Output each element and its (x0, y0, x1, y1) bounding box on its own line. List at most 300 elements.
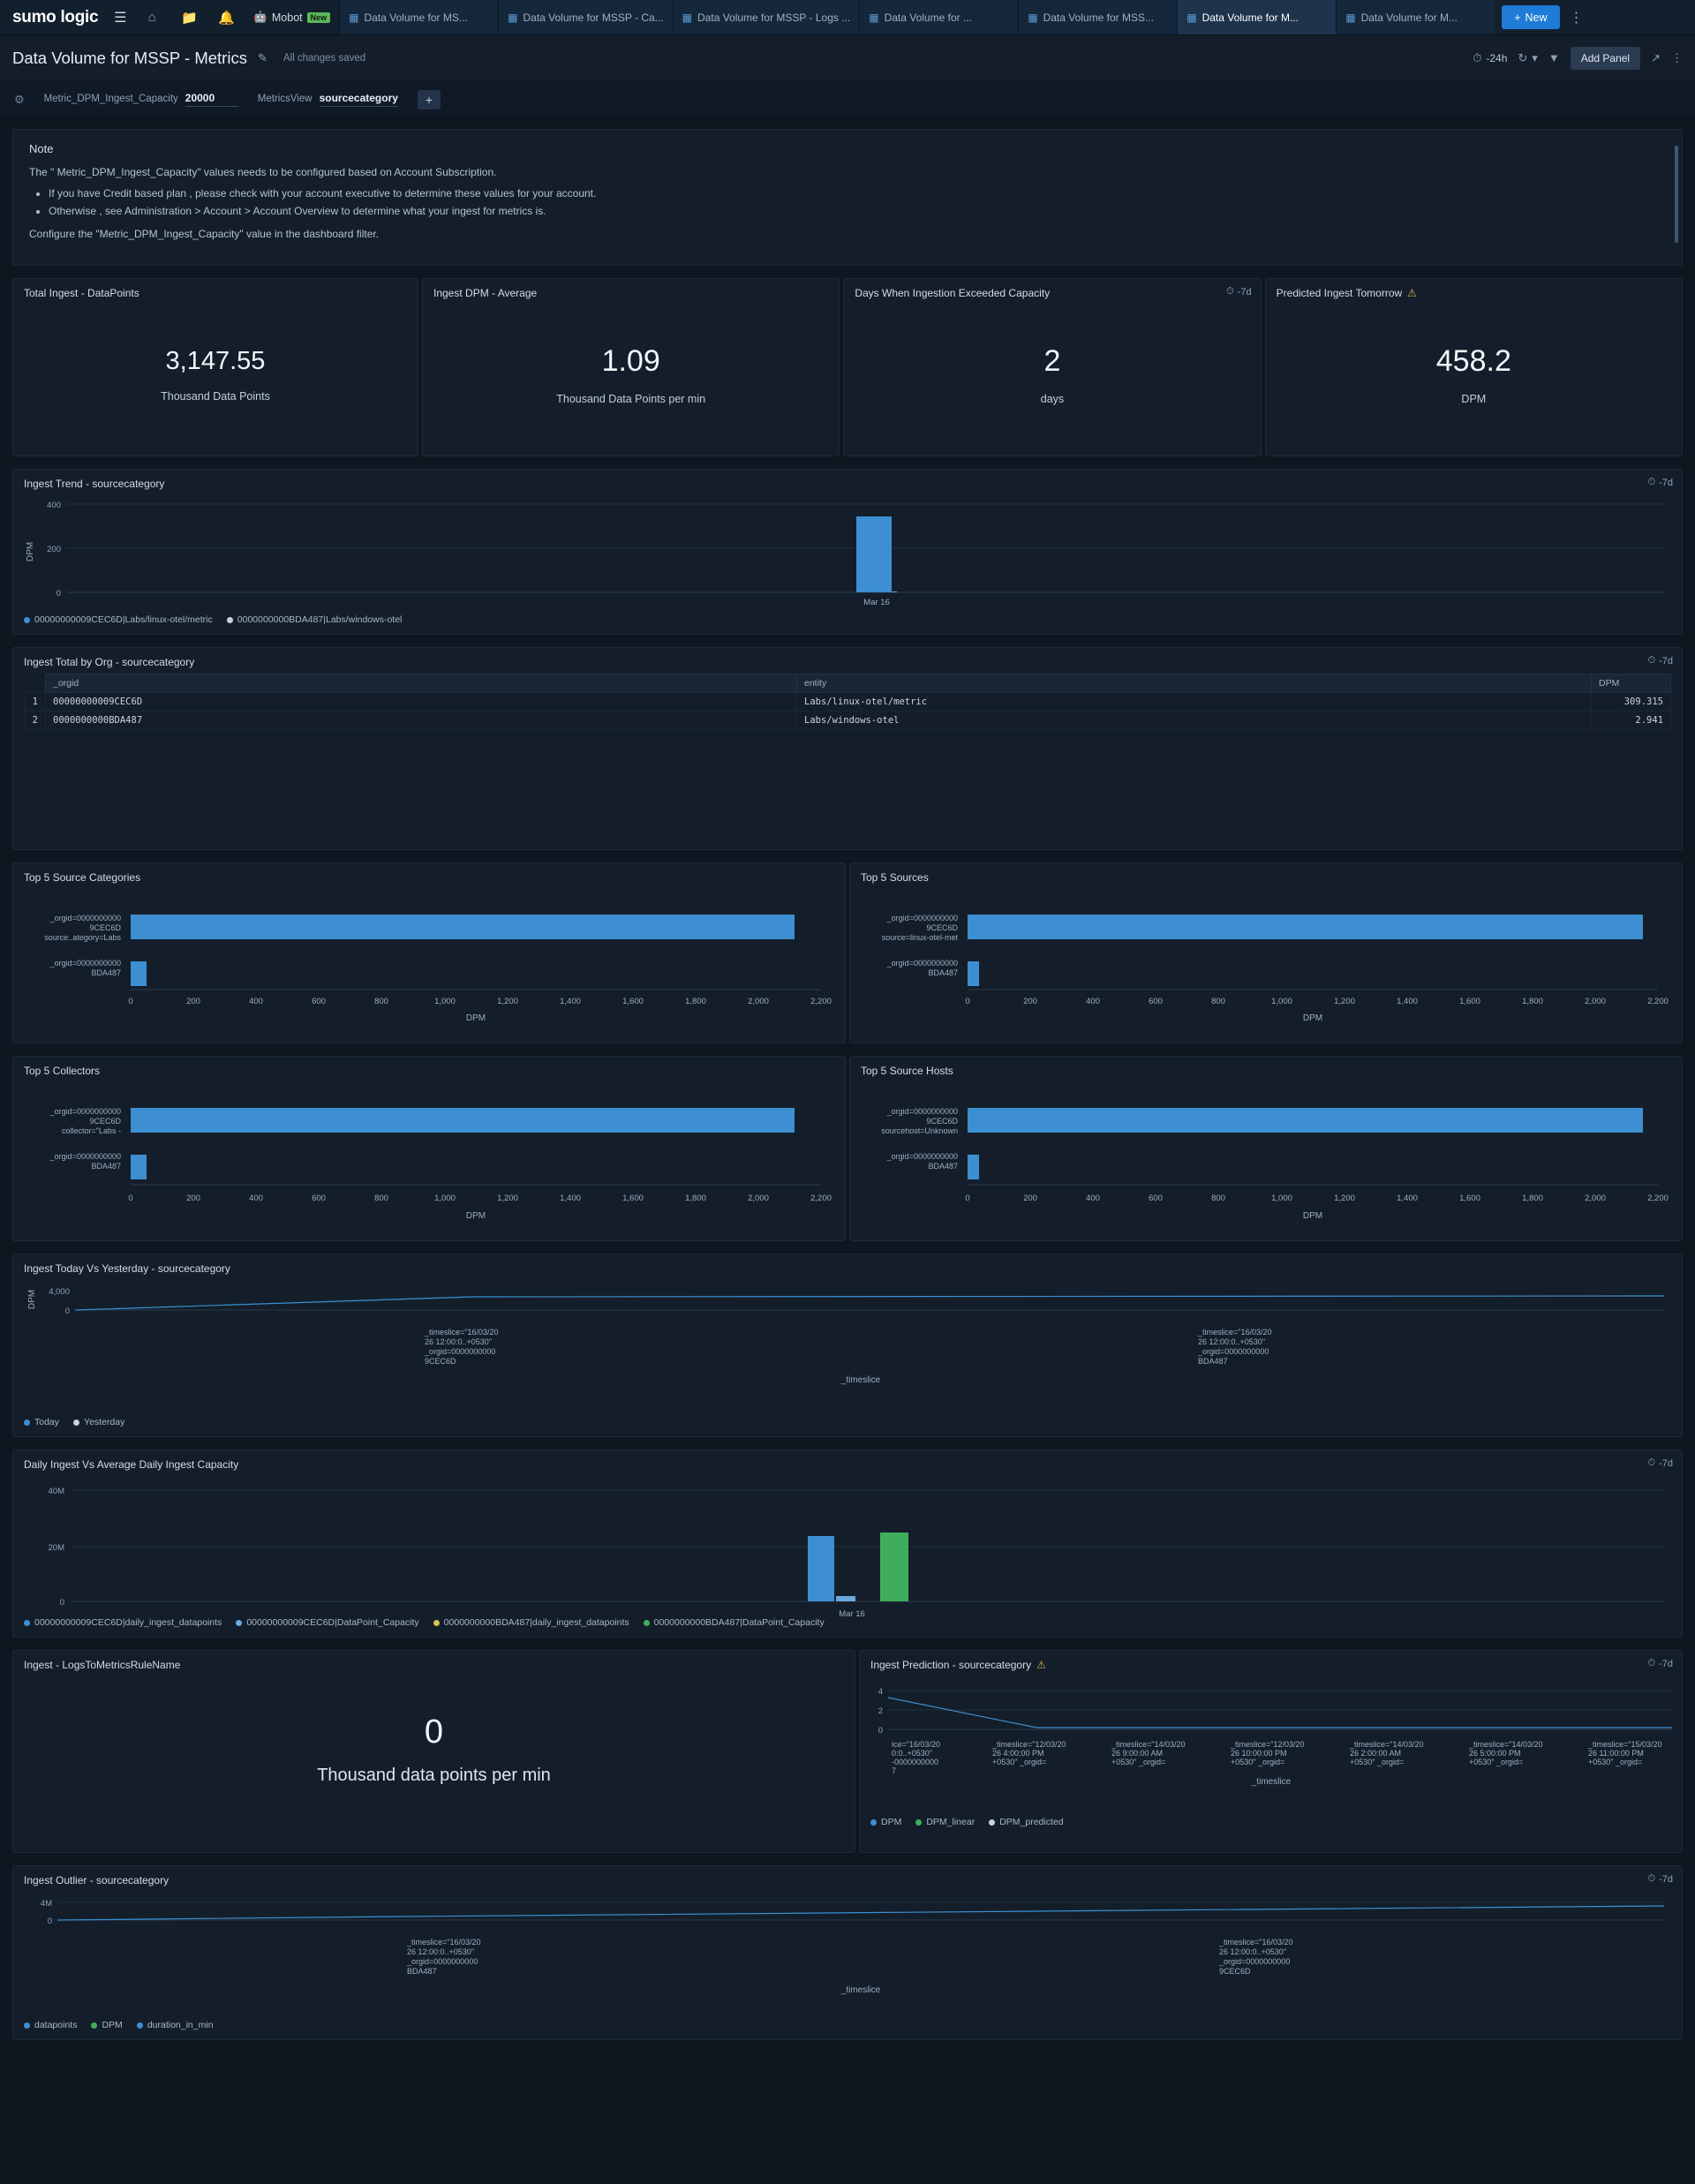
panel-time-range: -7d (1659, 655, 1673, 666)
clock-icon: ⏱ (1473, 50, 1482, 64)
note-heading: Note (29, 142, 54, 155)
filter-value[interactable]: 20000 (185, 92, 238, 107)
svg-text:0: 0 (965, 997, 970, 1006)
bell-icon[interactable]: 🔔 (217, 10, 235, 26)
svg-text:400: 400 (249, 997, 263, 1006)
svg-text:_timeslice="14/03/20: _timeslice="14/03/20 (1111, 1740, 1186, 1749)
legend-item[interactable] (24, 614, 213, 625)
panel-title: Ingest Trend - sourcecategory (24, 478, 165, 490)
tab-label: Data Volume for MSSP - Logs ... (697, 11, 851, 24)
svg-text:7: 7 (892, 1766, 897, 1775)
legend-item[interactable] (915, 1817, 975, 1827)
add-filter-button[interactable]: + (418, 90, 441, 109)
svg-text:26 12:00:0..+0530": 26 12:00:0..+0530" (1219, 1947, 1287, 1956)
browser-tab-6-active[interactable] (1177, 0, 1336, 34)
panel-title: Top 5 Collectors (24, 1065, 101, 1077)
svg-text:400: 400 (1086, 997, 1100, 1006)
filter-button[interactable] (1548, 51, 1560, 64)
svg-text:BDA487: BDA487 (91, 1162, 121, 1171)
svg-text:_orgid=0000000000: _orgid=0000000000 (886, 1152, 958, 1161)
svg-text:800: 800 (374, 997, 388, 1006)
svg-text:200: 200 (47, 545, 61, 554)
svg-text:_orgid=0000000000: _orgid=0000000000 (886, 914, 958, 923)
panel-ingest-logs-to-metrics-rulename (12, 1650, 855, 1853)
svg-text:_orgid=0000000000: _orgid=0000000000 (49, 1107, 121, 1116)
panel-meta (1648, 1658, 1674, 1669)
robot-icon: 🤖 (253, 11, 267, 23)
ingest-trend-chart (13, 490, 1682, 609)
svg-text:2,000: 2,000 (748, 1194, 769, 1203)
refresh-button[interactable] (1518, 51, 1537, 65)
svg-text:400: 400 (1086, 1194, 1100, 1203)
mobot-button[interactable] (245, 0, 339, 34)
svg-text:0: 0 (47, 1917, 52, 1926)
share-icon: ↗ (1651, 50, 1661, 64)
filter-metricsview[interactable] (258, 92, 398, 107)
table-header-row (25, 674, 1671, 693)
share-button[interactable] (1651, 51, 1661, 65)
warning-icon: ⚠ (1407, 287, 1417, 299)
today-vs-yesterday-chart (13, 1275, 1673, 1407)
svg-text:26 11:00:00 PM: 26 11:00:00 PM (1588, 1749, 1644, 1758)
refresh-icon: ↻ (1518, 50, 1528, 64)
panel-top5-sources (849, 862, 1683, 1043)
dashboard-menu-button[interactable] (1671, 51, 1683, 65)
legend-label: 0000000000BDA487|daily_ingest_datapoints (443, 1617, 629, 1628)
cell-orgid: 0000000000BDA487 (46, 712, 797, 730)
note-line-1: The " Metric_DPM_Ingest_Capacity" values needs to be configured based on Account Subscription. (29, 166, 497, 178)
svg-text:DPM: DPM (26, 541, 35, 562)
mobot-label: Mobot (271, 11, 303, 24)
svg-text:2,000: 2,000 (1585, 997, 1606, 1006)
panel-ingest-total-by-org (12, 647, 1683, 850)
svg-text:+0530" _orgid=: +0530" _orgid= (1588, 1758, 1643, 1766)
time-range-picker[interactable] (1473, 51, 1507, 65)
svg-text:source..ategory=Labs: source..ategory=Labs (44, 933, 121, 942)
svg-text:_orgid=0000000000: _orgid=0000000000 (49, 959, 121, 968)
panel-time-range: -7d (1659, 1658, 1673, 1669)
svg-text:sourcehost=Unknown: sourcehost=Unknown (881, 1126, 958, 1135)
svg-text:9CEC6D: 9CEC6D (1219, 1967, 1251, 1976)
legend-item[interactable] (24, 1617, 222, 1628)
note-line-2: Configure the "Metric_DPM_Ingest_Capacity" value in the dashboard filter. (29, 228, 380, 240)
svg-text:_timeslice="16/03/20: _timeslice="16/03/20 (407, 1938, 481, 1947)
kpi-value: 1.09 (601, 343, 660, 378)
legend-item[interactable] (73, 1417, 124, 1427)
save-status: All changes saved (282, 52, 366, 64)
browser-tabbar (0, 0, 1695, 35)
legend-item[interactable] (644, 1617, 825, 1628)
legend-item[interactable] (137, 2020, 214, 2030)
dashboard-icon: ▦ (682, 11, 693, 24)
svg-text:+0530" _orgid=: +0530" _orgid= (1469, 1758, 1524, 1766)
svg-text:1,200: 1,200 (1334, 1194, 1355, 1203)
svg-text:1,200: 1,200 (1334, 997, 1355, 1006)
svg-text:DPM: DPM (1302, 1013, 1323, 1023)
svg-text:4,000: 4,000 (49, 1287, 70, 1297)
cell-entity: Labs/windows-otel (797, 712, 1592, 730)
panel-title: Top 5 Source Hosts (861, 1065, 953, 1077)
panel-ingest-dpm-average (422, 278, 840, 456)
panel-ingest-prediction (859, 1650, 1683, 1853)
svg-text:DPM: DPM (465, 1211, 486, 1221)
dashboard-icon: ▦ (508, 11, 518, 24)
bottom-row (12, 1650, 1683, 1853)
panel-title: Ingest DPM - Average (433, 287, 538, 299)
legend-swatch (989, 1819, 995, 1826)
svg-text:1,200: 1,200 (497, 997, 518, 1006)
svg-text:0: 0 (56, 589, 61, 599)
svg-text:1,000: 1,000 (434, 1194, 456, 1203)
svg-text:800: 800 (1211, 1194, 1225, 1203)
top5-source-categories-chart (13, 884, 834, 1029)
note-bullets (29, 187, 1666, 217)
panel-time-range: -7d (1659, 1457, 1673, 1469)
svg-text:collector="Labs -: collector="Labs - (62, 1126, 121, 1135)
kpi-unit: DPM (1461, 392, 1487, 405)
clock-icon: ⏱ (1647, 1457, 1656, 1468)
legend-swatch (915, 1819, 922, 1826)
dashboard-icon: ▦ (1186, 11, 1197, 24)
svg-text:Mar 16: Mar 16 (839, 1609, 865, 1619)
svg-text:0: 0 (64, 1307, 70, 1316)
ingest-total-table (24, 674, 1671, 730)
panel-title (860, 1651, 1682, 1671)
svg-text:+0530" _orgid=: +0530" _orgid= (1111, 1758, 1166, 1766)
legend-item[interactable] (989, 1817, 1063, 1827)
dashboard-header (0, 35, 1695, 81)
svg-text:600: 600 (312, 997, 326, 1006)
panel-meta (1648, 1873, 1674, 1885)
cell-dpm: 309.315 (1592, 693, 1671, 712)
note-scrollbar[interactable] (1675, 146, 1678, 243)
kpi-unit: Thousand Data Points (161, 389, 270, 403)
panel-meta (1648, 655, 1674, 666)
table-row[interactable] (25, 693, 1671, 712)
svg-text:1,800: 1,800 (1522, 997, 1543, 1006)
browser-tab-3[interactable] (673, 0, 860, 34)
tab-label: Data Volume for ... (884, 11, 972, 24)
svg-text:400: 400 (249, 1194, 263, 1203)
svg-text:2,000: 2,000 (1585, 1194, 1606, 1203)
svg-text:400: 400 (47, 501, 61, 510)
panel-time-range: -7d (1659, 1873, 1673, 1885)
legend-label: Today (34, 1417, 60, 1427)
filter-value[interactable]: sourcecategory (320, 92, 398, 107)
rownum-header (25, 674, 46, 693)
svg-text:BDA487: BDA487 (928, 1162, 958, 1171)
panel-top5-source-categories (12, 862, 846, 1043)
panel-title-text: Ingest Prediction - sourcecategory (870, 1659, 1032, 1671)
col-orgid[interactable]: _orgid (46, 674, 797, 693)
dashboard-icon: ▦ (1345, 11, 1356, 24)
svg-text:_timeslice="14/03/20: _timeslice="14/03/20 (1469, 1740, 1543, 1749)
kpi-value: 458.2 (1435, 343, 1511, 378)
top5-sources-chart (850, 884, 1671, 1029)
new-button-label: New (1525, 11, 1548, 24)
svg-text:1,800: 1,800 (685, 997, 706, 1006)
header-actions (1473, 47, 1683, 70)
svg-text:200: 200 (186, 997, 200, 1006)
svg-text:26 12:00:0..+0530": 26 12:00:0..+0530" (425, 1337, 493, 1346)
svg-text:source=linux-otel-met: source=linux-otel-met (881, 933, 958, 942)
legend-label: 00000000009CEC6D|daily_ingest_datapoints (34, 1617, 222, 1628)
svg-text:0: 0 (59, 1598, 64, 1608)
legend-swatch (433, 1620, 440, 1626)
dashboard-icon: ▦ (869, 11, 879, 24)
svg-text:26 12:00:0..+0530": 26 12:00:0..+0530" (1198, 1337, 1266, 1346)
top5-row-2 (12, 1056, 1683, 1241)
svg-text:0: 0 (128, 997, 133, 1006)
chevron-down-icon: ▾ (1532, 50, 1538, 64)
panel-title: Ingest Today Vs Yesterday - sourcecategory (24, 1262, 230, 1275)
svg-text:1,400: 1,400 (560, 1194, 581, 1203)
menu-icon[interactable]: ☰ (114, 10, 127, 26)
legend-swatch (24, 1420, 30, 1426)
svg-text:9CEC6D: 9CEC6D (926, 1117, 958, 1126)
note-bullet-2: • Otherwise , see Administration > Account > Account Overview to determine what your ingest for metrics is. (49, 205, 1666, 217)
filter-bar (0, 81, 1695, 118)
svg-text:_timeslice: _timeslice (840, 1985, 881, 1995)
ingest-prediction-chart (860, 1671, 1681, 1812)
svg-text:+0530" _orgid=: +0530" _orgid= (1350, 1758, 1405, 1766)
cell-entity: Labs/linux-otel/metric (797, 693, 1592, 712)
kpi-unit: Thousand Data Points per min (556, 392, 706, 405)
svg-text:0: 0 (878, 1726, 883, 1736)
legend-item[interactable] (91, 2020, 122, 2030)
svg-text:9CEC6D: 9CEC6D (89, 923, 121, 932)
svg-text:2,200: 2,200 (810, 997, 832, 1006)
svg-text:_timeslice="16/03/20: _timeslice="16/03/20 (1219, 1938, 1293, 1947)
legend-swatch (236, 1620, 242, 1626)
svg-text:9CEC6D: 9CEC6D (425, 1357, 456, 1366)
svg-text:_orgid=0000000000: _orgid=0000000000 (49, 1152, 121, 1161)
browser-tab-1[interactable] (339, 0, 498, 34)
panel-ingest-trend (12, 469, 1683, 635)
plus-icon: + (1514, 11, 1521, 24)
panel-top5-source-hosts (849, 1056, 1683, 1241)
legend-item[interactable] (870, 1817, 901, 1827)
legend-label: 0000000000BDA487|DataPoint_Capacity (653, 1617, 825, 1628)
cell-orgid: 00000000009CEC6D (46, 693, 797, 712)
svg-text:600: 600 (1149, 1194, 1163, 1203)
tab-label: Data Volume for M... (1360, 11, 1458, 24)
legend-item[interactable] (433, 1617, 629, 1628)
svg-text:9CEC6D: 9CEC6D (89, 1117, 121, 1126)
panel-meta (1648, 1457, 1674, 1469)
svg-text:_timeslice="15/03/20: _timeslice="15/03/20 (1588, 1740, 1662, 1749)
legend-item[interactable] (236, 1617, 418, 1628)
legend-swatch (137, 2022, 143, 2029)
svg-text:ice="16/03/20: ice="16/03/20 (892, 1740, 940, 1749)
svg-text:BDA487: BDA487 (1198, 1357, 1228, 1366)
top5-row-1 (12, 862, 1683, 1043)
svg-text:_timeslice="14/03/20: _timeslice="14/03/20 (1350, 1740, 1424, 1749)
kpi-row (12, 278, 1683, 456)
svg-text:9CEC6D: 9CEC6D (926, 923, 958, 932)
svg-text:1,800: 1,800 (685, 1194, 706, 1203)
daily-vs-capacity-chart (13, 1471, 1673, 1619)
legend-item[interactable] (227, 614, 403, 625)
panel-daily-ingest-vs-capacity (12, 1450, 1683, 1638)
mobot-new-badge: New (307, 12, 331, 23)
svg-text:DPM: DPM (1302, 1211, 1323, 1221)
svg-text:+0530" _orgid=: +0530" _orgid= (1231, 1758, 1285, 1766)
svg-text:1,000: 1,000 (1271, 1194, 1292, 1203)
panel-meta (1648, 477, 1674, 488)
cell-dpm: 2.941 (1592, 712, 1671, 730)
panel-top5-collectors (12, 1056, 846, 1241)
legend-swatch (24, 2022, 30, 2029)
panel-title: Total Ingest - DataPoints (24, 287, 139, 299)
col-dpm[interactable]: DPM (1592, 674, 1671, 693)
panel-time-range: -7d (1237, 286, 1252, 297)
svg-text:BDA487: BDA487 (407, 1967, 437, 1976)
row-index: 2 (25, 712, 46, 730)
top5-source-hosts-chart (850, 1077, 1671, 1227)
svg-text:800: 800 (374, 1194, 388, 1203)
warning-icon: ⚠ (1036, 1659, 1046, 1671)
browser-tab-4[interactable] (859, 0, 1018, 34)
note-panel (12, 129, 1683, 266)
legend-label: Yesterday (84, 1417, 125, 1427)
svg-text:1,800: 1,800 (1522, 1194, 1543, 1203)
dashboard-content (0, 118, 1695, 2058)
filter-label: Metric_DPM_Ingest_Capacity (43, 94, 178, 104)
clock-icon: ⏱ (1226, 286, 1234, 297)
svg-text:26 5:00:00 PM: 26 5:00:00 PM (1469, 1749, 1521, 1758)
svg-text:1,400: 1,400 (1397, 997, 1418, 1006)
clock-icon: ⏱ (1647, 1658, 1656, 1668)
ingest-outlier-chart (13, 1887, 1673, 2010)
panel-title: Ingest Total by Org - sourcecategory (24, 656, 195, 668)
browser-tab-5[interactable] (1018, 0, 1177, 34)
kpi-value: 0 (424, 1713, 444, 1751)
panel-predicted-ingest-tomorrow (1265, 278, 1683, 456)
new-button[interactable] (1502, 5, 1559, 29)
svg-text:1,000: 1,000 (434, 997, 456, 1006)
panel-title: Daily Ingest Vs Average Daily Ingest Capacity (24, 1458, 239, 1471)
legend-swatch (73, 1420, 79, 1426)
panel-title: Top 5 Source Categories (24, 871, 141, 884)
legend-item[interactable] (24, 2020, 77, 2030)
legend-label: DPM (881, 1817, 902, 1827)
svg-text:1,400: 1,400 (1397, 1194, 1418, 1203)
legend-label: DPM_linear (926, 1817, 976, 1827)
svg-text:600: 600 (1149, 997, 1163, 1006)
svg-text:800: 800 (1211, 997, 1225, 1006)
kpi-unit: days (1040, 392, 1065, 405)
legend-label: 0000000000BDA487|Labs/windows-otel (237, 614, 403, 625)
add-panel-button[interactable]: Add Panel (1571, 47, 1640, 70)
svg-text:+0530" _orgid=: +0530" _orgid= (992, 1758, 1047, 1766)
funnel-icon: ▼ (1548, 51, 1560, 64)
filter-label: MetricsView (257, 94, 313, 104)
variables-icon: ⚙ (14, 92, 25, 106)
svg-text:_orgid=0000000000: _orgid=0000000000 (407, 1957, 478, 1966)
svg-text:0:0..+0530": 0:0..+0530" (892, 1749, 932, 1758)
ingest-outlier-legend (13, 2015, 1682, 2039)
ingest-trend-legend (13, 609, 1682, 634)
page-title: Data Volume for MSSP - Metrics (12, 48, 247, 67)
svg-text:_orgid=0000000000: _orgid=0000000000 (49, 914, 121, 923)
today-vs-yesterday-legend (13, 1412, 1682, 1436)
svg-text:1,600: 1,600 (1459, 997, 1480, 1006)
svg-text:1,200: 1,200 (497, 1194, 518, 1203)
legend-item[interactable] (24, 1417, 59, 1427)
tab-label: Data Volume for MSSP - Ca... (523, 11, 664, 24)
svg-text:0: 0 (965, 1194, 970, 1203)
svg-text:-0000000000: -0000000000 (892, 1758, 939, 1766)
svg-text:2,000: 2,000 (748, 997, 769, 1006)
svg-text:_timeslice="12/03/20: _timeslice="12/03/20 (992, 1740, 1066, 1749)
svg-text:BDA487: BDA487 (928, 968, 958, 977)
kpi-value: 3,147.55 (165, 346, 266, 375)
svg-text:2,200: 2,200 (1647, 1194, 1669, 1203)
svg-text:_orgid=0000000000: _orgid=0000000000 (425, 1347, 496, 1356)
home-icon[interactable]: ⌂ (147, 10, 156, 25)
svg-text:1,600: 1,600 (622, 1194, 644, 1203)
svg-text:_timeslice="16/03/20: _timeslice="16/03/20 (425, 1328, 499, 1337)
legend-swatch (870, 1819, 877, 1826)
svg-text:26 10:00:00 PM: 26 10:00:00 PM (1231, 1749, 1287, 1758)
legend-swatch (644, 1620, 650, 1626)
tab-label: Data Volume for M... (1202, 11, 1299, 24)
filter-metric-dpm-ingest-capacity[interactable] (44, 92, 238, 107)
svg-text:26 2:00:00 AM: 26 2:00:00 AM (1350, 1749, 1402, 1758)
svg-text:20M: 20M (48, 1543, 64, 1553)
legend-label: 00000000009CEC6D|Labs/linux-otel/metric (34, 614, 213, 625)
svg-text:200: 200 (1023, 997, 1037, 1006)
panel-ingest-outlier (12, 1865, 1683, 2040)
svg-text:_orgid=0000000000: _orgid=0000000000 (1219, 1957, 1291, 1966)
svg-text:_timeslice: _timeslice (1251, 1777, 1292, 1787)
svg-text:Mar 16: Mar 16 (863, 598, 890, 607)
top5-collectors-chart (13, 1077, 834, 1227)
svg-text:_timeslice: _timeslice (840, 1375, 881, 1385)
chart-svg (13, 490, 1673, 605)
svg-text:_timeslice="12/03/20: _timeslice="12/03/20 (1231, 1740, 1305, 1749)
folder-icon[interactable]: 📁 (180, 10, 198, 26)
col-entity[interactable]: entity (797, 674, 1592, 693)
svg-text:BDA487: BDA487 (91, 968, 121, 977)
legend-label: 00000000009CEC6D|DataPoint_Capacity (246, 1617, 419, 1628)
svg-text:200: 200 (186, 1194, 200, 1203)
browser-tab-2[interactable] (498, 0, 673, 34)
panel-time-range: -7d (1659, 477, 1673, 488)
legend-label: duration_in_min (147, 2020, 214, 2030)
tab-label: Data Volume for MS... (364, 11, 468, 24)
kpi-unit: Thousand data points per min (317, 1766, 551, 1785)
browser-tab-7[interactable] (1336, 0, 1495, 34)
overflow-menu-icon[interactable]: ⋮ (1569, 10, 1584, 26)
kebab-icon: ⋮ (1671, 50, 1683, 64)
legend-label: DPM_predicted (999, 1817, 1064, 1827)
svg-text:4: 4 (878, 1687, 883, 1697)
panel-total-ingest-datapoints (12, 278, 418, 456)
svg-text:_timeslice="16/03/20: _timeslice="16/03/20 (1198, 1328, 1272, 1337)
panel-days-exceeded-capacity (843, 278, 1261, 456)
time-range-label: -24h (1486, 51, 1508, 64)
svg-text:1,400: 1,400 (560, 997, 581, 1006)
legend-label: DPM (102, 2020, 123, 2030)
panel-title: Days When Ingestion Exceeded Capacity (855, 287, 1051, 299)
svg-text:1,000: 1,000 (1271, 997, 1292, 1006)
svg-text:40M: 40M (48, 1487, 64, 1496)
edit-title-icon[interactable]: ✎ (257, 50, 267, 64)
svg-text:_orgid=0000000000: _orgid=0000000000 (1198, 1347, 1269, 1356)
table-row[interactable] (25, 712, 1671, 730)
